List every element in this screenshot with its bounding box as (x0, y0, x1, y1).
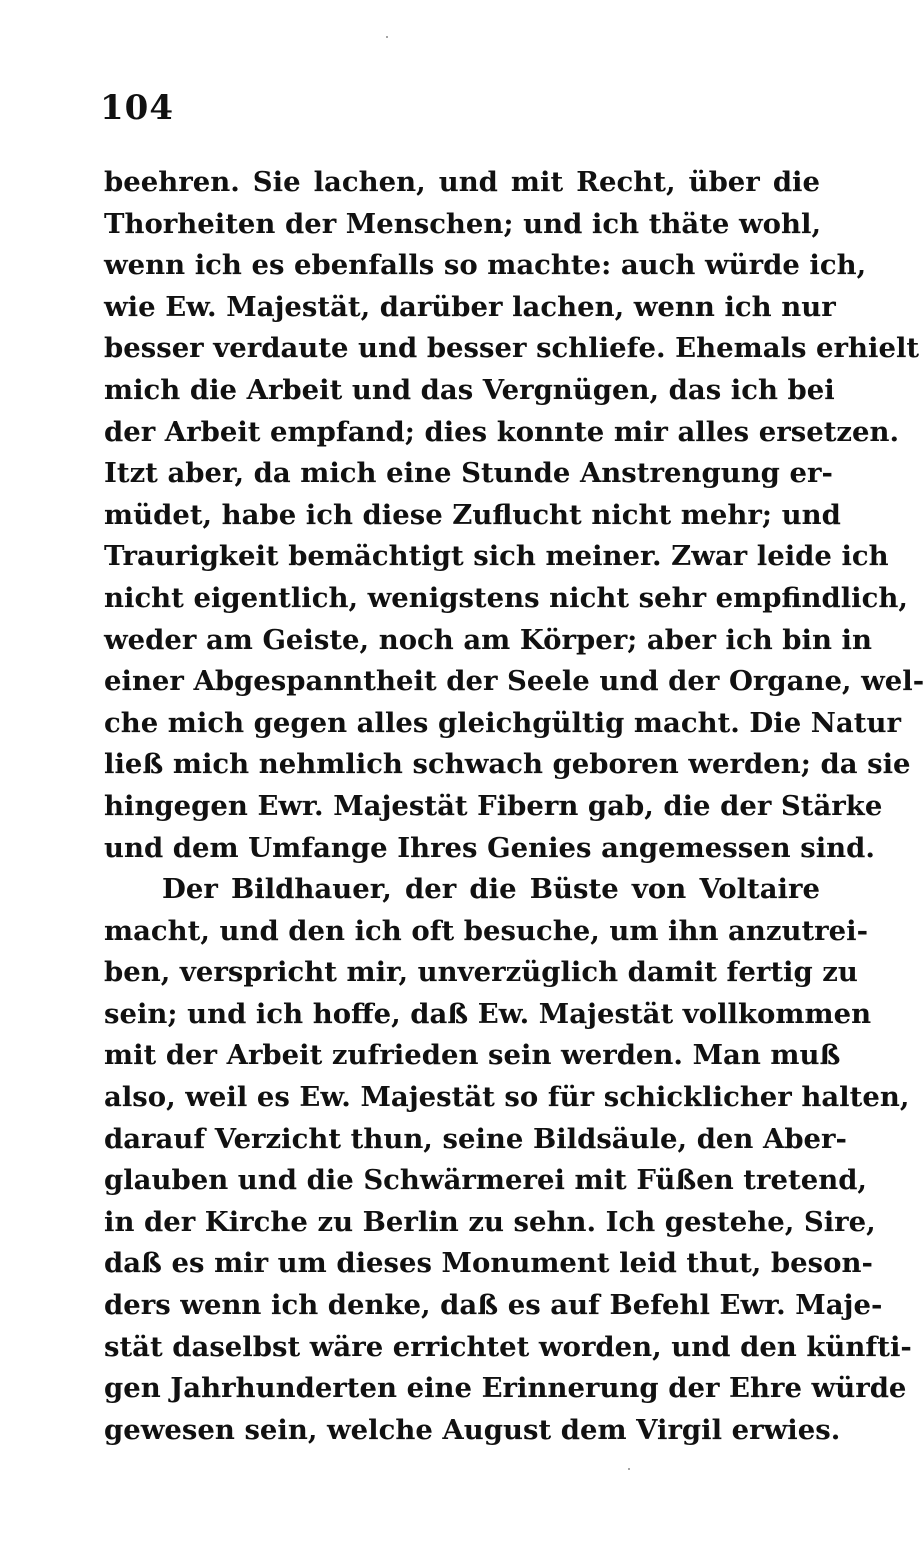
text-line: glauben und die Schwärmerei mit Füßen tretend, (104, 1164, 867, 1197)
text-line: hingegen Ewr. Majestät Fibern gab, die der Stärke (104, 789, 883, 822)
text-line: der Arbeit empfand; dies konnte mir alles ersetzen. (104, 415, 900, 448)
text-line: einer Abgespanntheit der Seele und der Organe, wel- (104, 665, 924, 698)
text-line: darauf Verzicht thun, seine Bildsäule, den Aber- (104, 1122, 847, 1155)
text-line: besser verdaute und besser schliefe. Ehemals erhielt (104, 332, 920, 365)
text-line: in der Kirche zu Berlin zu sehn. Ich gestehe, Sire, (104, 1205, 876, 1238)
text-line: gewesen sein, welche August dem Virgil erwies. (104, 1413, 841, 1446)
text-line: gen Jahrhunderten eine Erinnerung der Ehre würde (104, 1372, 907, 1405)
text-line: ben, verspricht mir, unverzüglich damit fertig zu (104, 956, 858, 989)
text-line: Itzt aber, da mich eine Stunde Anstrengung er- (104, 457, 833, 490)
page-number: 104 (100, 88, 174, 128)
text-line: beehren. Sie lachen, und mit Recht, über die (104, 166, 820, 198)
text-line: nicht eigentlich, wenigstens nicht sehr empfindlich, (104, 581, 908, 614)
text-line: che mich gegen alles gleichgültig macht. Die Natur (104, 706, 901, 739)
body-text (104, 162, 924, 1451)
paragraph-start-line: Der Bildhauer, der die Büste von Voltaire (162, 873, 820, 906)
text-line: also, weil es Ew. Majestät so für schicklicher halten, (104, 1081, 910, 1114)
text-line: wie Ew. Majestät, darüber lachen, wenn ich nur (104, 290, 836, 323)
paragraph-end-line: und dem Umfange Ihres Genies angemessen sind. (104, 831, 875, 864)
text-line: ließ mich nehmlich schwach geboren werden; da sie (104, 748, 911, 781)
text-line: sein; und ich hoffe, daß Ew. Majestät vollkommen (104, 997, 872, 1030)
text-line: daß es mir um dieses Monument leid thut, beson- (104, 1247, 873, 1280)
text-line: mich die Arbeit und das Vergnügen, das ich bei (104, 373, 835, 406)
paper-speck (386, 36, 388, 38)
text-line: macht, und den ich oft besuche, um ihn anzutrei- (104, 914, 869, 947)
paper-speck (628, 1468, 630, 1470)
text-line: Traurigkeit bemächtigt sich meiner. Zwar leide ich (104, 540, 889, 573)
text-line: mit der Arbeit zufrieden sein werden. Man muß (104, 1039, 841, 1072)
text-line: müdet, habe ich diese Zuflucht nicht mehr; und (104, 498, 841, 531)
text-line: weder am Geiste, noch am Körper; aber ich bin in (104, 623, 872, 656)
text-line: ders wenn ich denke, daß es auf Befehl Ewr. Maje- (104, 1289, 883, 1322)
text-line: wenn ich es ebenfalls so machte: auch würde ich, (104, 249, 867, 282)
text-line: Thorheiten der Menschen; und ich thäte wohl, (104, 207, 822, 240)
text-line: stät daselbst wäre errichtet worden, und den künfti- (104, 1330, 912, 1363)
